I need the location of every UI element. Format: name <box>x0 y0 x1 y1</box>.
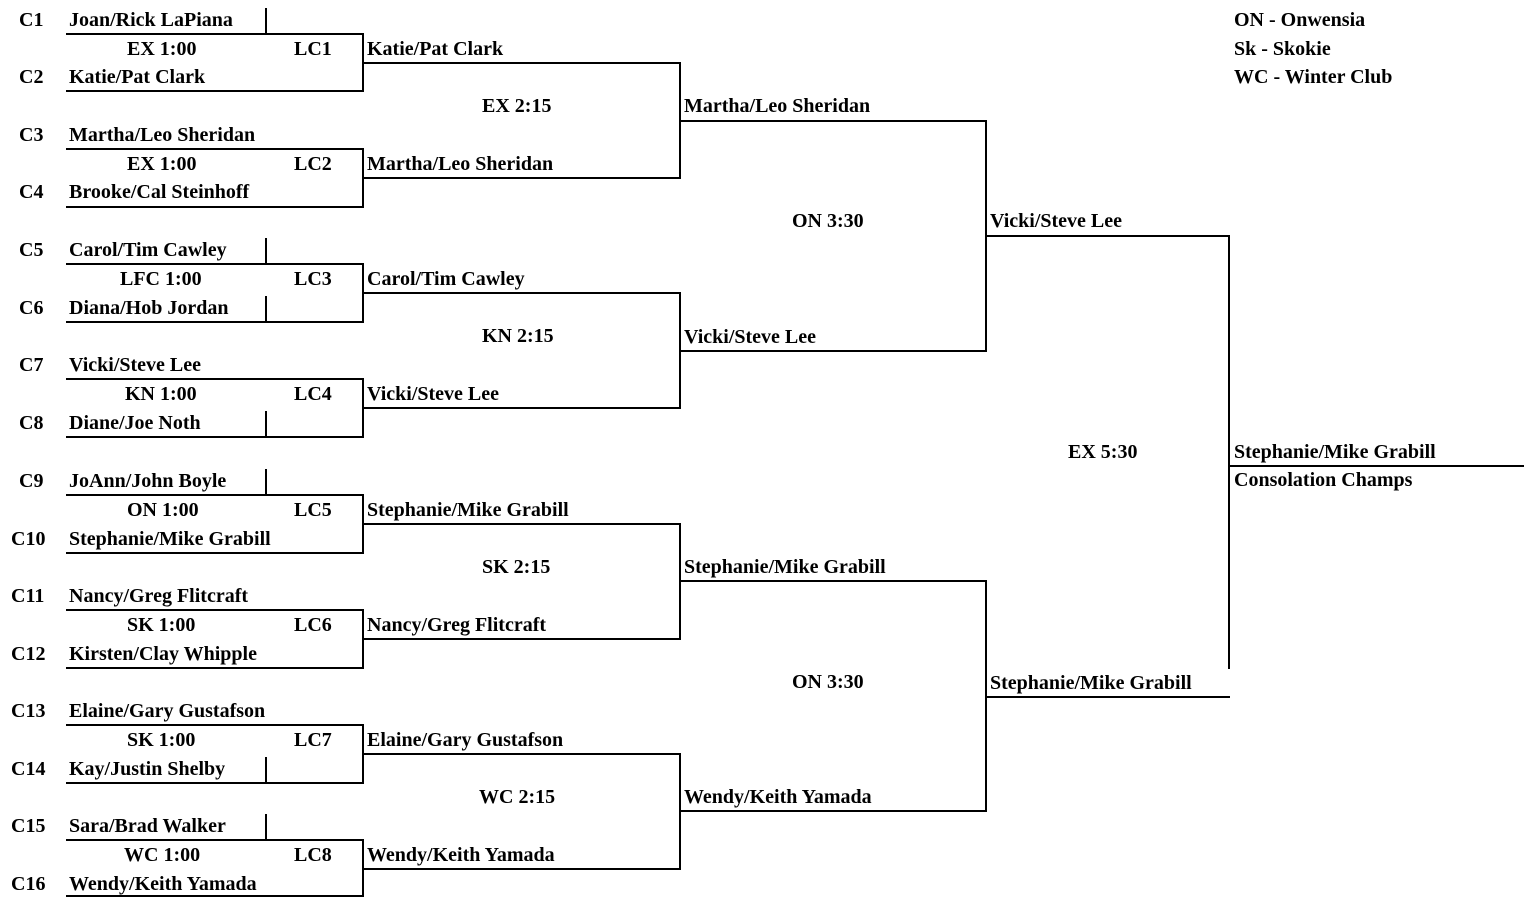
match-id: LC2 <box>294 153 332 175</box>
bracket-line <box>364 177 681 179</box>
bracket-line <box>987 235 1230 237</box>
team-name: Vicki/Steve Lee <box>69 354 202 376</box>
bracket-line <box>66 321 364 323</box>
match-winner: Stephanie/Mike Grabill <box>990 672 1192 694</box>
team-name: Martha/Leo Sheridan <box>69 124 256 146</box>
bracket-line <box>987 696 1230 698</box>
seed-label: C1 <box>19 9 44 31</box>
bracket-line <box>1228 235 1230 669</box>
bracket-line <box>265 814 267 839</box>
bracket-line <box>66 724 364 726</box>
match-winner: Katie/Pat Clark <box>367 38 504 60</box>
match-id: LC8 <box>294 844 332 866</box>
bracket-line <box>364 868 681 870</box>
bracket-line <box>681 120 987 122</box>
bracket-line <box>265 411 267 436</box>
match-time: ON 3:30 <box>792 671 864 693</box>
match-winner: Elaine/Gary Gustafson <box>367 729 564 751</box>
seed-label: C11 <box>11 585 45 607</box>
seed-label: C7 <box>19 354 44 376</box>
seed-label: C10 <box>11 528 46 550</box>
bracket-line <box>265 757 267 782</box>
team-name: Brooke/Cal Steinhoff <box>69 181 250 203</box>
bracket-line <box>66 436 364 438</box>
match-time: EX 1:00 <box>127 38 197 60</box>
match-winner: Vicki/Steve Lee <box>990 210 1123 232</box>
match-id: LC5 <box>294 499 332 521</box>
match-time: WC 1:00 <box>124 844 201 866</box>
team-name: Sara/Brad Walker <box>69 815 226 837</box>
seed-label: C13 <box>11 700 46 722</box>
team-name: Stephanie/Mike Grabill <box>69 528 271 550</box>
bracket-line <box>681 810 987 812</box>
team-name: Katie/Pat Clark <box>69 66 206 88</box>
match-winner: Martha/Leo Sheridan <box>367 153 554 175</box>
match-time: EX 2:15 <box>482 95 552 117</box>
match-id: LC6 <box>294 614 332 636</box>
match-winner: Wendy/Keith Yamada <box>367 844 555 866</box>
bracket-line <box>1230 465 1524 467</box>
bracket-line <box>66 609 364 611</box>
match-id: LC4 <box>294 383 332 405</box>
bracket-line <box>66 895 364 897</box>
seed-label: C8 <box>19 412 44 434</box>
bracket-line <box>364 62 681 64</box>
bracket-line <box>364 292 681 294</box>
legend-item: Sk - Skokie <box>1234 38 1331 60</box>
match-time: ON 3:30 <box>792 210 864 232</box>
seed-label: C12 <box>11 643 46 665</box>
bracket-line <box>66 667 364 669</box>
bracket-line <box>364 753 681 755</box>
match-id: LC1 <box>294 38 332 60</box>
bracket-line <box>364 523 681 525</box>
match-winner: Martha/Leo Sheridan <box>684 95 871 117</box>
seed-label: C16 <box>11 873 46 895</box>
seed-label: C9 <box>19 470 44 492</box>
bracket-line <box>66 148 364 150</box>
seed-label: C3 <box>19 124 44 146</box>
match-time: KN 2:15 <box>482 325 554 347</box>
seed-label: C14 <box>11 758 46 780</box>
team-name: Kay/Justin Shelby <box>69 758 226 780</box>
legend-item: WC - Winter Club <box>1234 66 1393 88</box>
bracket-line <box>66 206 364 208</box>
bracket-line <box>66 839 364 841</box>
match-winner: Vicki/Steve Lee <box>684 326 817 348</box>
bracket-line <box>66 552 364 554</box>
match-winner: Stephanie/Mike Grabill <box>367 499 569 521</box>
bracket-line <box>265 296 267 321</box>
bracket-line <box>66 263 364 265</box>
match-id: LC7 <box>294 729 332 751</box>
team-name: Wendy/Keith Yamada <box>69 873 257 895</box>
seed-label: C2 <box>19 66 44 88</box>
seed-label: C4 <box>19 181 44 203</box>
seed-label: C15 <box>11 815 46 837</box>
bracket-line <box>265 469 267 494</box>
match-winner: Wendy/Keith Yamada <box>684 786 872 808</box>
bracket-line <box>681 580 987 582</box>
match-time: LFC 1:00 <box>120 268 202 290</box>
match-winner: Carol/Tim Cawley <box>367 268 525 290</box>
bracket-line <box>364 638 681 640</box>
bracket-line <box>66 33 364 35</box>
bracket-line <box>66 378 364 380</box>
legend-item: ON - Onwensia <box>1234 9 1366 31</box>
bracket-line <box>681 350 987 352</box>
team-name: Diana/Hob Jordan <box>69 297 229 319</box>
match-time: EX 5:30 <box>1068 441 1138 463</box>
match-winner: Stephanie/Mike Grabill <box>684 556 886 578</box>
team-name: Kirsten/Clay Whipple <box>69 643 257 665</box>
bracket-line <box>265 238 267 263</box>
match-winner: Nancy/Greg Flitcraft <box>367 614 547 636</box>
team-name: Carol/Tim Cawley <box>69 239 227 261</box>
team-name: Diane/Joe Noth <box>69 412 201 434</box>
match-time: KN 1:00 <box>125 383 197 405</box>
match-time: ON 1:00 <box>127 499 199 521</box>
champion-caption: Consolation Champs <box>1234 469 1413 491</box>
team-name: JoAnn/John Boyle <box>69 470 227 492</box>
seed-label: C6 <box>19 297 44 319</box>
match-time: SK 1:00 <box>127 614 196 636</box>
match-time: SK 1:00 <box>127 729 196 751</box>
team-name: Nancy/Greg Flitcraft <box>69 585 249 607</box>
team-name: Joan/Rick LaPiana <box>69 9 233 31</box>
team-name: Elaine/Gary Gustafson <box>69 700 266 722</box>
match-time: WC 2:15 <box>479 786 556 808</box>
match-time: SK 2:15 <box>482 556 551 578</box>
match-id: LC3 <box>294 268 332 290</box>
bracket-line <box>265 8 267 33</box>
match-time: EX 1:00 <box>127 153 197 175</box>
bracket-line <box>364 407 681 409</box>
bracket-line <box>66 782 364 784</box>
match-winner: Vicki/Steve Lee <box>367 383 500 405</box>
seed-label: C5 <box>19 239 44 261</box>
bracket-line <box>66 494 364 496</box>
champion-name: Stephanie/Mike Grabill <box>1234 441 1436 463</box>
bracket-line <box>66 90 364 92</box>
